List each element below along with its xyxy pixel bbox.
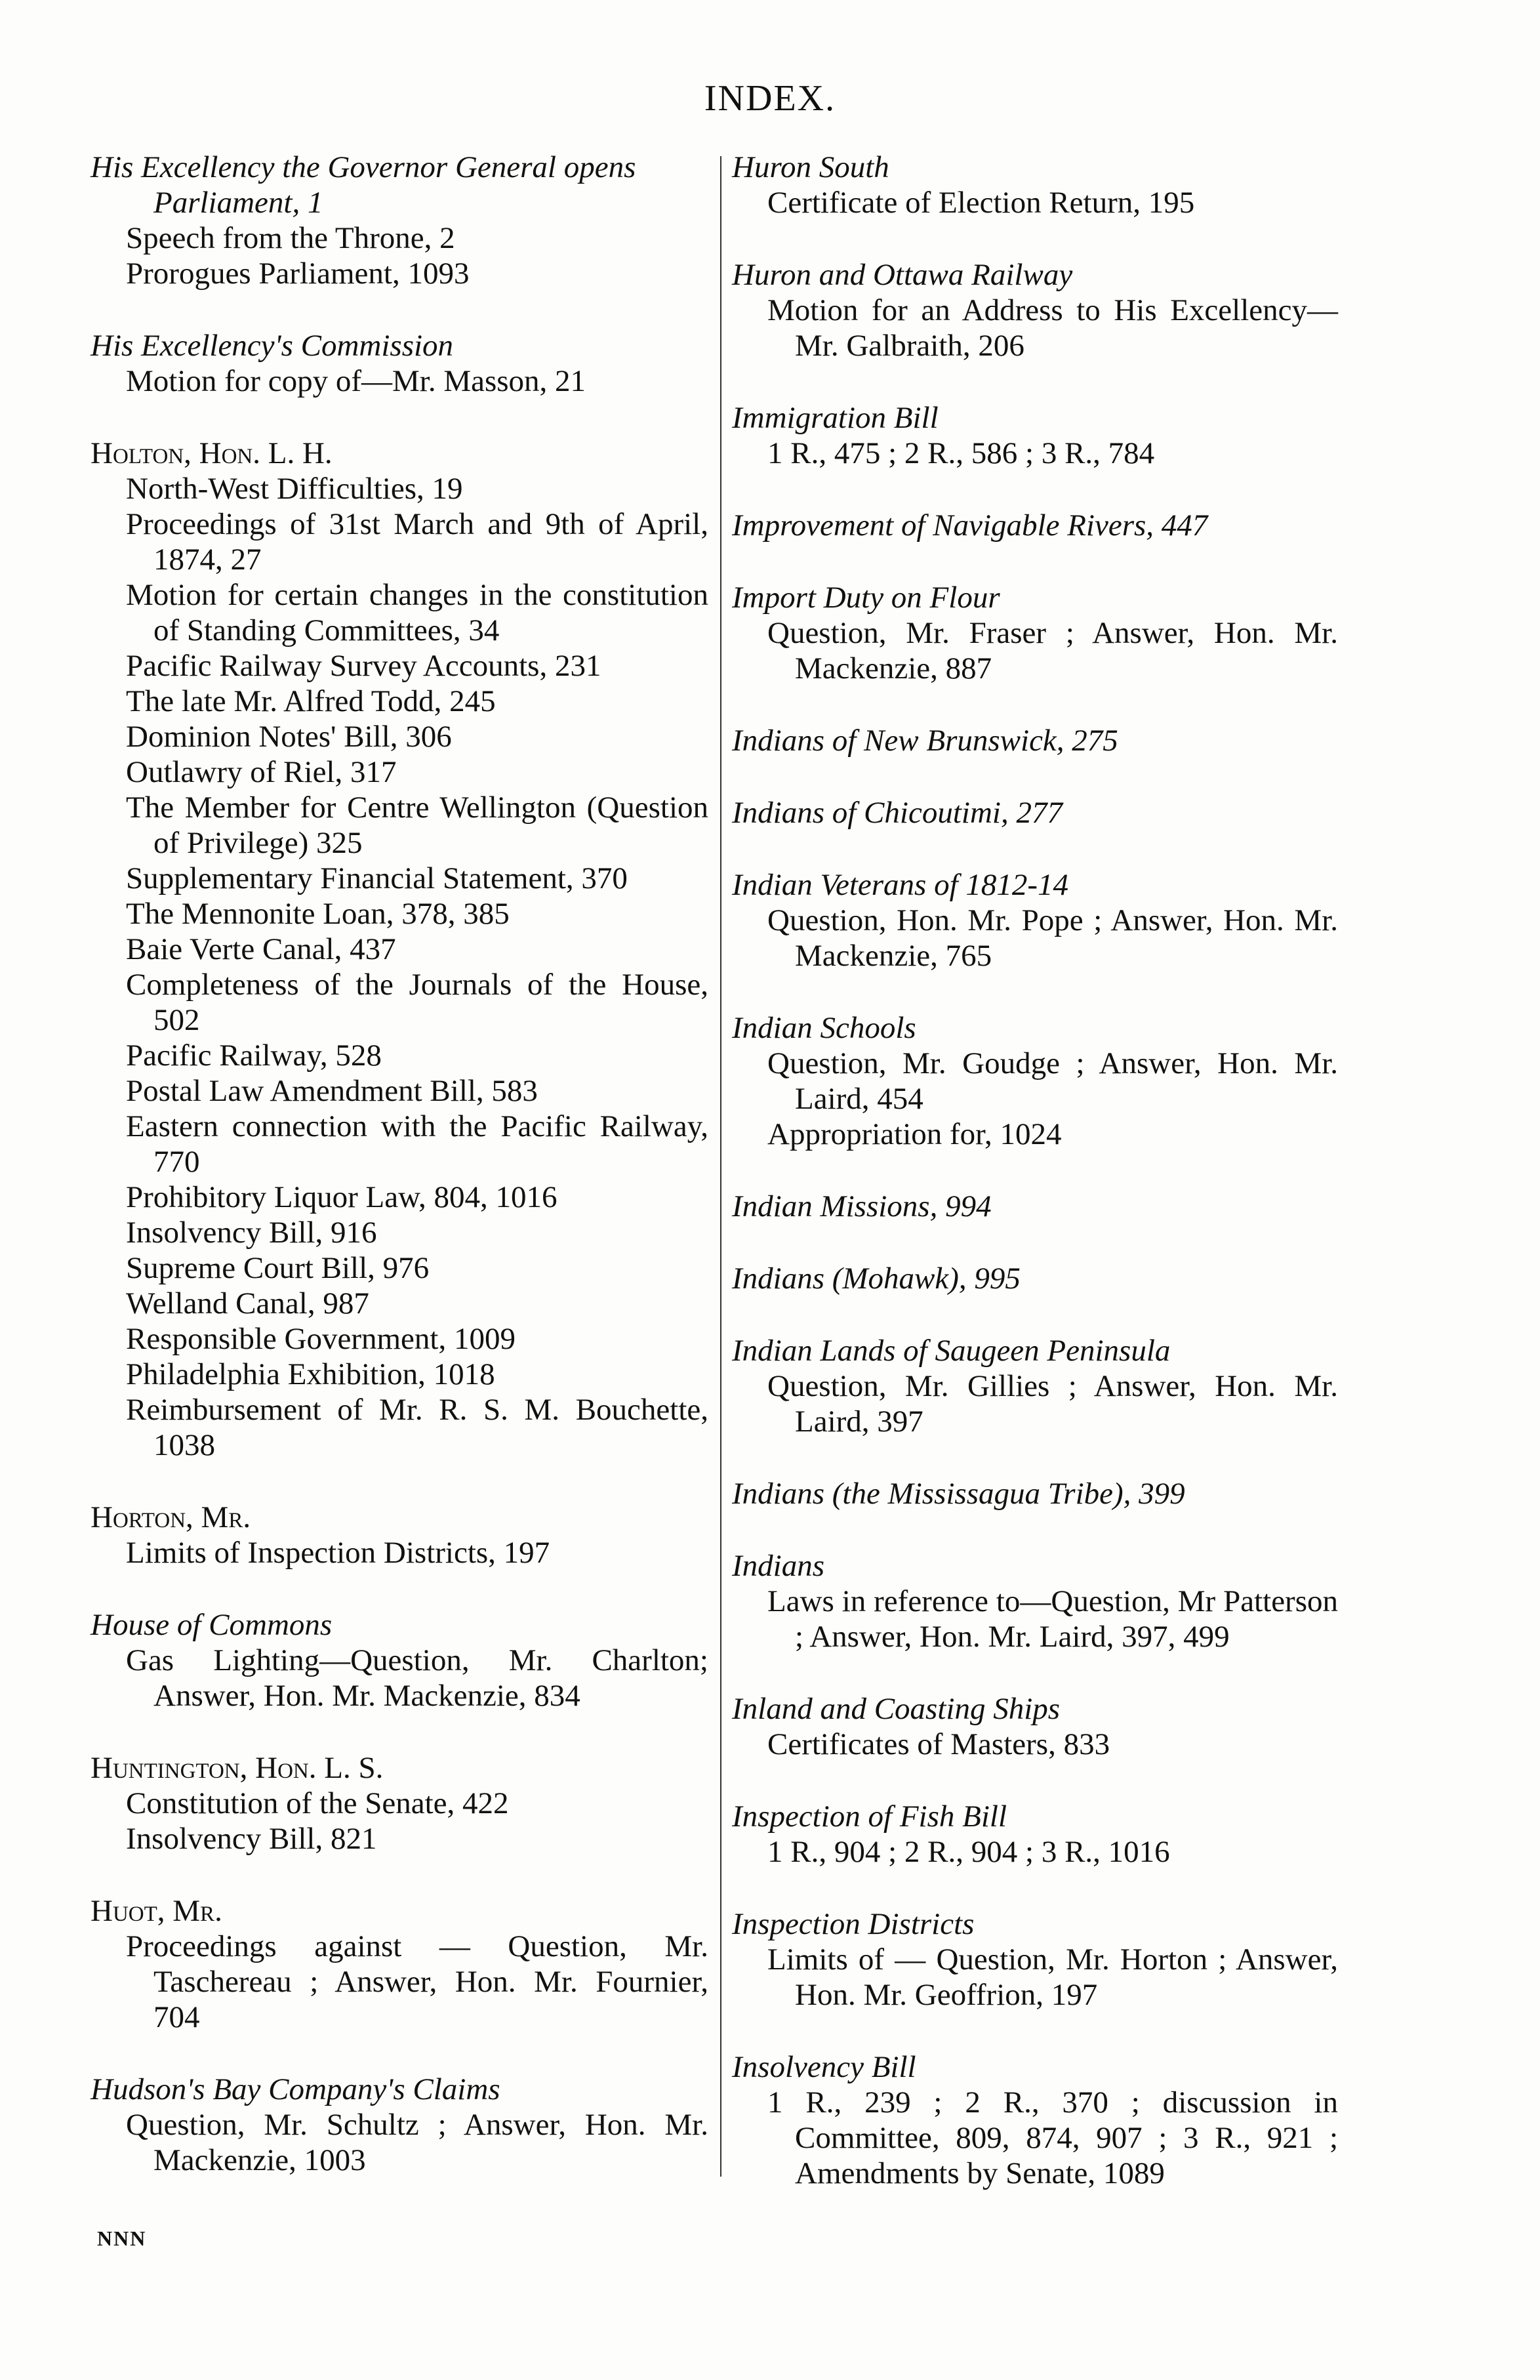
entry-heading: Indian Schools <box>732 1011 916 1045</box>
entry-subitem: Prorogues Parliament, 1093 <box>126 256 470 291</box>
entry-heading: Huron South <box>732 150 889 184</box>
index-entry <box>732 1476 1338 1511</box>
entry-heading: Horton, Mr. <box>91 1500 251 1534</box>
entry-subitem: 1 R., 239 ; 2 R., 370 ; discussion in Committee, 809, 874, 907 ; 3 R., 921 ; Amendments by Senate, 1089 <box>767 2085 1338 2190</box>
index-entry <box>91 1750 708 1857</box>
index-entry <box>732 580 1338 686</box>
entry-heading: Indians (Mohawk), 995 <box>732 1262 1021 1296</box>
left-column <box>91 150 708 2215</box>
page-title: INDEX. <box>704 78 836 119</box>
entry-subitem: Limits of — Question, Mr. Horton ; Answer, Hon. Mr. Geoffrion, 197 <box>767 1942 1338 2012</box>
entry-subitem: Insolvency Bill, 821 <box>126 1822 377 1856</box>
entry-subitem: Supreme Court Bill, 976 <box>126 1251 430 1285</box>
index-entry <box>732 1691 1338 1762</box>
entry-subitem: Reimbursement of Mr. R. S. M. Bouchette, 1038 <box>126 1393 708 1462</box>
entry-subitem: Eastern connection with the Pacific Railway, 770 <box>126 1109 708 1179</box>
entry-subitem: Certificates of Masters, 833 <box>767 1727 1110 1761</box>
column-divider <box>720 156 721 2177</box>
entry-subitem: Philadelphia Exhibition, 1018 <box>126 1357 495 1391</box>
entry-subitem: Gas Lighting—Question, Mr. Charlton; Answer, Hon. Mr. Mackenzie, 834 <box>126 1643 708 1713</box>
entry-subitem: Responsible Government, 1009 <box>126 1322 516 1356</box>
index-entry <box>732 1010 1338 1152</box>
entry-heading: Improvement of Navigable Rivers, 447 <box>732 508 1208 543</box>
entry-heading: Huot, Mr. <box>91 1894 222 1928</box>
entry-subitem: The late Mr. Alfred Todd, 245 <box>126 684 496 718</box>
signature-mark: NNN <box>97 2226 147 2250</box>
entry-subitem: The Mennonite Loan, 378, 385 <box>126 897 510 931</box>
entry-subitem: Appropriation for, 1024 <box>767 1117 1062 1151</box>
entry-heading: House of Commons <box>91 1608 333 1642</box>
index-entry <box>732 508 1338 543</box>
entry-subitem: Constitution of the Senate, 422 <box>126 1786 509 1820</box>
entry-heading: Hudson's Bay Company's Claims <box>91 2072 500 2106</box>
entry-heading: Indian Missions, 994 <box>732 1189 992 1223</box>
index-entry <box>732 1333 1338 1439</box>
entry-heading: Indian Veterans of 1812-14 <box>732 868 1069 902</box>
entry-subitem: 1 R., 475 ; 2 R., 586 ; 3 R., 784 <box>767 436 1155 470</box>
index-entry <box>91 1500 708 1570</box>
entry-subitem: Postal Law Amendment Bill, 583 <box>126 1074 538 1108</box>
index-entry <box>732 1548 1338 1654</box>
entry-subitem: Pacific Railway Survey Accounts, 231 <box>126 649 601 683</box>
entry-subitem: Prohibitory Liquor Law, 804, 1016 <box>126 1180 557 1214</box>
index-entry <box>732 257 1338 363</box>
entry-heading: Inspection Districts <box>732 1907 975 1941</box>
entry-subitem: Limits of Inspection Districts, 197 <box>126 1536 550 1570</box>
index-entry <box>732 795 1338 831</box>
index-entry <box>732 400 1338 471</box>
entry-subitem: 1 R., 904 ; 2 R., 904 ; 3 R., 1016 <box>767 1835 1170 1869</box>
entry-heading: His Excellency the Governor General opens Parliament, 1 <box>91 150 636 220</box>
index-entry <box>91 2072 708 2178</box>
entry-subitem: Proceedings against — Question, Mr. Taschereau ; Answer, Hon. Mr. Fournier, 704 <box>126 1929 708 2034</box>
entry-subitem: Pacific Railway, 528 <box>126 1038 382 1073</box>
entry-subitem: Question, Hon. Mr. Pope ; Answer, Hon. Mr. Mackenzie, 765 <box>767 903 1338 973</box>
entry-heading: Indians (the Mississagua Tribe), 399 <box>732 1477 1185 1511</box>
entry-heading: Huron and Ottawa Railway <box>732 258 1073 292</box>
index-entry <box>732 2049 1338 2191</box>
entry-subitem: North-West Difficulties, 19 <box>126 472 463 506</box>
index-entry <box>91 1893 708 2035</box>
entry-heading: Holton, Hon. L. H. <box>91 436 333 470</box>
entry-subitem: Outlawry of Riel, 317 <box>126 755 397 789</box>
entry-subitem: The Member for Centre Wellington (Question of Privilege) 325 <box>126 790 708 860</box>
entry-heading: Indians of New Brunswick, 275 <box>732 724 1118 758</box>
entry-heading: Indian Lands of Saugeen Peninsula <box>732 1334 1171 1368</box>
index-entry <box>732 150 1338 220</box>
entry-subitem: Question, Mr. Gillies ; Answer, Hon. Mr. Laird, 397 <box>767 1369 1338 1439</box>
entry-heading: Immigration Bill <box>732 401 939 435</box>
entry-heading: Inspection of Fish Bill <box>732 1799 1007 1834</box>
index-entry <box>732 1261 1338 1296</box>
index-entry <box>732 1906 1338 2013</box>
entry-subitem: Completeness of the Journals of the House, 502 <box>126 968 708 1037</box>
entry-subitem: Question, Mr. Goudge ; Answer, Hon. Mr. Laird, 454 <box>767 1046 1338 1116</box>
entry-subitem: Supplementary Financial Statement, 370 <box>126 861 628 895</box>
entry-subitem: Proceedings of 31st March and 9th of April, 1874, 27 <box>126 507 708 577</box>
entry-subitem: Dominion Notes' Bill, 306 <box>126 720 452 754</box>
right-column <box>732 150 1338 2228</box>
entry-subitem: Insolvency Bill, 916 <box>126 1216 377 1250</box>
entry-subitem: Laws in reference to—Question, Mr Patterson ; Answer, Hon. Mr. Laird, 397, 499 <box>767 1584 1338 1654</box>
entry-subitem: Motion for copy of—Mr. Masson, 21 <box>126 364 586 398</box>
entry-subitem: Certificate of Election Return, 195 <box>767 186 1195 220</box>
index-entry <box>91 328 708 399</box>
entry-subitem: Question, Mr. Schultz ; Answer, Hon. Mr. Mackenzie, 1003 <box>126 2108 708 2177</box>
index-entry <box>91 436 708 1463</box>
index-entry <box>732 867 1338 974</box>
index-entry <box>732 1189 1338 1224</box>
entry-heading: Insolvency Bill <box>732 2050 916 2084</box>
index-entry <box>732 1799 1338 1870</box>
entry-heading: Inland and Coasting Ships <box>732 1692 1061 1726</box>
entry-subitem: Motion for certain changes in the constitution of Standing Committees, 34 <box>126 578 708 647</box>
entry-heading: Indians <box>732 1549 824 1583</box>
entry-subitem: Baie Verte Canal, 437 <box>126 932 396 966</box>
entry-subitem: Question, Mr. Fraser ; Answer, Hon. Mr. Mackenzie, 887 <box>767 616 1338 686</box>
entry-heading: Import Duty on Flour <box>732 581 1000 615</box>
entry-heading: His Excellency's Commission <box>91 329 454 363</box>
entry-subitem: Speech from the Throne, 2 <box>126 221 455 255</box>
entry-heading: Indians of Chicoutimi, 277 <box>732 796 1063 830</box>
entry-heading: Huntington, Hon. L. S. <box>91 1751 384 1785</box>
index-entry <box>91 150 708 291</box>
entry-subitem: Motion for an Address to His Excellency—Mr. Galbraith, 206 <box>767 293 1338 363</box>
index-entry <box>732 723 1338 758</box>
index-entry <box>91 1607 708 1713</box>
entry-subitem: Welland Canal, 987 <box>126 1286 369 1321</box>
